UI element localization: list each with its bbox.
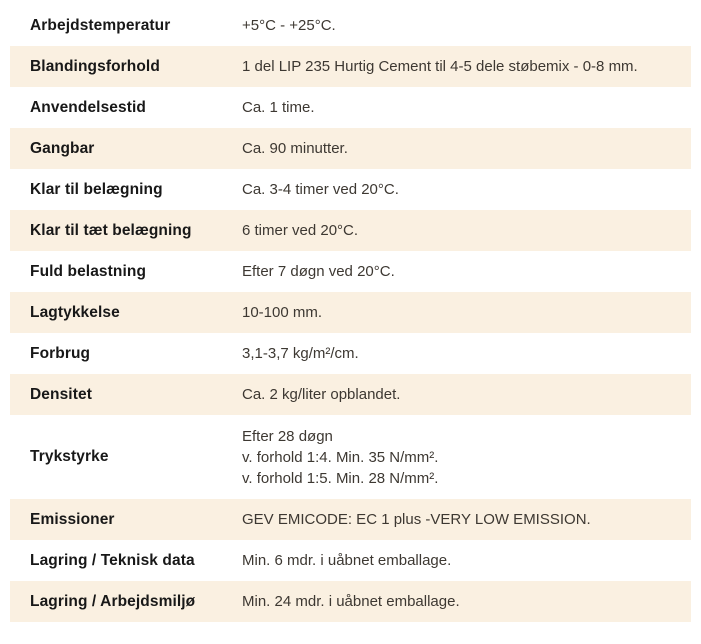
spec-label: Densitet [30, 385, 92, 403]
spec-row-gangbar [10, 128, 691, 169]
spec-value: Ca. 2 kg/liter opblandet. [242, 386, 401, 403]
spec-label: Arbejdstemperatur [30, 16, 171, 34]
spec-label: Forbrug [30, 344, 91, 362]
spec-value [242, 426, 438, 489]
spec-row-lagring-arbejdsmiljo [10, 581, 691, 622]
spec-value: 6 timer ved 20°C. [242, 222, 359, 239]
spec-row-trykstyrke [10, 415, 691, 499]
spec-value: Efter 7 døgn ved 20°C. [242, 263, 395, 280]
spec-label: Fuld belastning [30, 262, 147, 280]
spec-value: Min. 6 mdr. i uåbnet emballage. [242, 552, 452, 569]
spec-row-emissioner [10, 499, 691, 540]
spec-row-densitet [10, 374, 691, 415]
spec-label: Lagring / Arbejdsmiljø [30, 592, 196, 610]
spec-label: Blandingsforhold [30, 57, 160, 75]
spec-value: Min. 24 mdr. i uåbnet emballage. [242, 593, 460, 610]
spec-value: 3,1-3,7 kg/m²/cm. [242, 345, 359, 362]
spec-row-lagring-teknisk-data [10, 540, 691, 581]
spec-label: Emissioner [30, 510, 115, 528]
spec-row-klar-til-taet-belaegning [10, 210, 691, 251]
spec-value-line: Efter 28 døgn [242, 427, 333, 445]
spec-value: Ca. 1 time. [242, 99, 315, 116]
spec-label: Lagtykkelse [30, 303, 120, 321]
spec-value: Ca. 3-4 timer ved 20°C. [242, 181, 399, 198]
spec-row-fuld-belastning [10, 251, 691, 292]
spec-row-forbrug [10, 333, 691, 374]
spec-label: Anvendelsestid [30, 98, 146, 116]
spec-value-line: v. forhold 1:5. Min. 28 N/mm². [242, 469, 439, 487]
spec-value: Ca. 90 minutter. [242, 140, 348, 157]
spec-row-anvendelsestid [10, 87, 691, 128]
spec-label: Klar til tæt belægning [30, 221, 192, 239]
spec-row-blandingsforhold [10, 46, 691, 87]
spec-value-line: v. forhold 1:4. Min. 35 N/mm². [242, 448, 439, 466]
spec-label: Klar til belægning [30, 180, 163, 198]
spec-label: Trykstyrke [30, 448, 109, 465]
spec-value: GEV EMICODE: EC 1 plus -VERY LOW EMISSION. [242, 511, 591, 528]
spec-value: 10-100 mm. [242, 304, 323, 321]
technical-data-table [10, 5, 691, 622]
spec-value: 1 del LIP 235 Hurtig Cement til 4-5 dele støbemix - 0-8 mm. [242, 58, 638, 75]
spec-label: Lagring / Teknisk data [30, 551, 195, 569]
spec-label: Gangbar [30, 139, 95, 157]
spec-row-lagtykkelse [10, 292, 691, 333]
spec-row-arbejdstemperatur [10, 5, 691, 46]
spec-value: +5°C - +25°C. [242, 17, 336, 34]
spec-row-klar-til-belaegning [10, 169, 691, 210]
